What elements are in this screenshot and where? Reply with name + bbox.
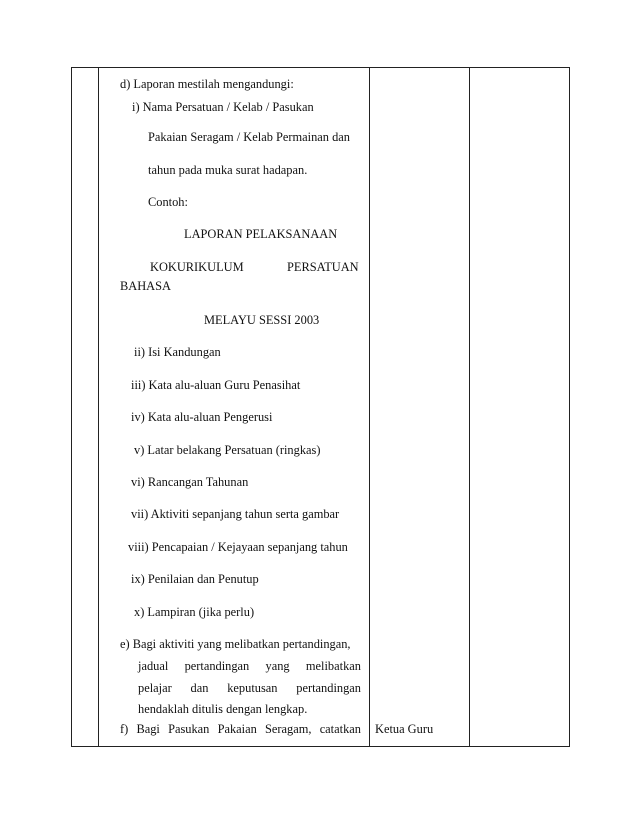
item-i-continuation-1: Pakaian Seragam / Kelab Permainan dan <box>148 130 350 144</box>
item-d-heading: d) Laporan mestilah mengandungi: <box>120 77 294 91</box>
word: Pakaian <box>217 722 257 736</box>
item-viii: viii) Pencapaian / Kejayaan sepanjang tahun <box>128 540 348 554</box>
word: Bagi <box>136 722 160 736</box>
example-line-4: MELAYU SESSI 2003 <box>204 313 320 327</box>
word: pertandingan <box>184 659 250 673</box>
item-i: i) Nama Persatuan / Kelab / Pasukan <box>132 100 314 114</box>
item-i-continuation-2: tahun pada muka surat hadapan. <box>148 163 308 177</box>
example-line-2-word-2: PERSATUAN <box>287 260 359 274</box>
item-e-line-3 <box>138 681 361 695</box>
column-divider-3 <box>469 68 470 746</box>
word: pelajar <box>138 681 172 695</box>
item-vii: vii) Aktiviti sepanjang tahun serta gambar <box>131 507 340 521</box>
item-f-line-1 <box>120 722 361 736</box>
example-line-1: LAPORAN PELAKSANAAN <box>184 227 338 241</box>
example-label: Contoh: <box>148 195 188 209</box>
item-ii: ii) Isi Kandungan <box>134 345 221 359</box>
item-e-line-1: e) Bagi aktiviti yang melibatkan pertandingan, <box>120 637 351 651</box>
example-line-2-word-1: KOKURIKULUM <box>150 260 244 274</box>
item-e-line-2 <box>138 659 361 673</box>
word: melibatkan <box>305 659 361 673</box>
ketua-guru-cell: Ketua Guru <box>375 722 434 736</box>
column-divider-2 <box>369 68 370 746</box>
item-iv: iv) Kata alu-aluan Pengerusi <box>131 410 273 424</box>
word: keputusan <box>227 681 278 695</box>
item-vi: vi) Rancangan Tahunan <box>131 475 249 489</box>
word: f) <box>120 722 129 736</box>
word: Pasukan <box>168 722 210 736</box>
item-x: x) Lampiran (jika perlu) <box>134 605 255 619</box>
word: dan <box>190 681 209 695</box>
item-v: v) Latar belakang Persatuan (ringkas) <box>134 443 321 457</box>
item-ix: ix) Penilaian dan Penutup <box>131 572 259 586</box>
item-iii: iii) Kata alu-aluan Guru Penasihat <box>131 378 301 392</box>
word: yang <box>265 659 290 673</box>
item-e-line-4: hendaklah ditulis dengan lengkap. <box>138 702 308 716</box>
column-divider-1 <box>98 68 99 746</box>
example-line-3: BAHASA <box>120 279 171 293</box>
word: catatkan <box>319 722 361 736</box>
word: Seragam, <box>265 722 312 736</box>
word: jadual <box>138 659 169 673</box>
word: pertandingan <box>296 681 361 695</box>
